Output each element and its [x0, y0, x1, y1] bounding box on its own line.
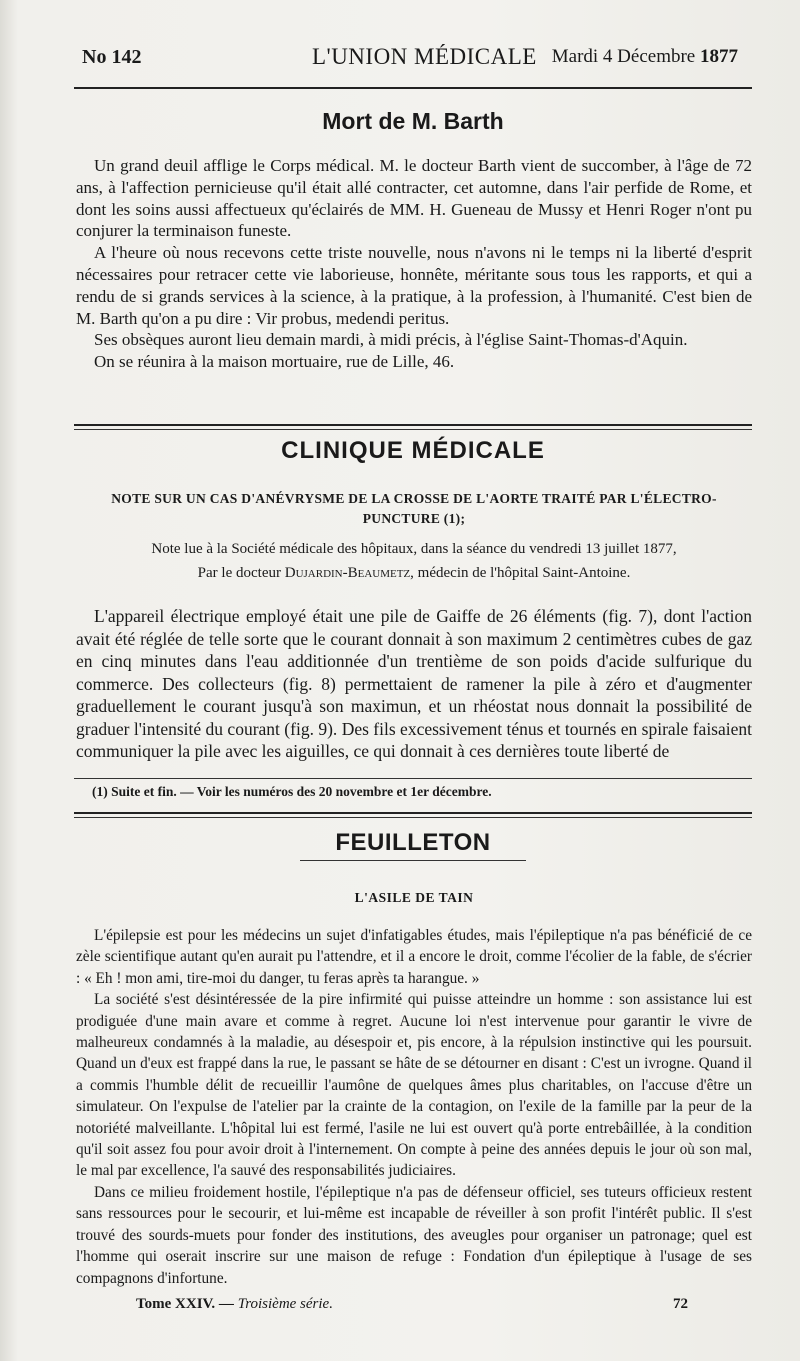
journal-title: L'UNION MÉDICALE — [312, 44, 537, 69]
feuilleton-underline — [300, 860, 526, 861]
page-header — [82, 46, 738, 82]
feuilleton-paragraph: L'épilepsie est pour les médecins un sujet d'infatigables études, mais l'épileptique n'a pas bénéficié de ce zèle scientifique autant qu'en aurait pu l'attendre, et il a encore le droit, comme l'écolier de la fable, de s'écrier : « Eh ! mon ami, tire-moi du danger, tu feras après ta harangue. » — [76, 927, 752, 987]
header-rule — [74, 87, 752, 89]
note-title: NOTE SUR UN CAS D'ANÉVRYSME DE LA CROSSE DE L'AORTE TRAITÉ PAR L'ÉLECTRO-PUNCTURE (1); — [111, 491, 717, 526]
obituary-paragraph: Ses obsèques auront lieu demain mardi, à midi précis, à l'église Saint-Thomas-d'Aquin. — [94, 330, 688, 350]
series-text: Troisième série. — [237, 1296, 333, 1312]
feuilleton-title: FEUILLETON — [335, 829, 491, 856]
clinique-paragraph: L'appareil électrique employé était une pile de Gaiffe de 26 éléments (fig. 7), dont l'action avait été réglée de telle sorte que le courant donnait à son maximum 2 centimètres cubes de gaz en cinq minutes dans l'eau additionnée d'un trentième de son poids d'acide sulfurique du commerce. Des collecteurs (fig. 8) permettaient de ramener la pile à zéro et d'augmenter graduellement le courant jusqu'à son maximun, et un rhéostat nous donnait la possibilité de graduer l'intensité du courant (fig. 9). Des fils excessivement ténus et tournés en spirale faisaient communiquer la pile avec les aiguilles, ce qui donnait à ces dernières toute liberté de — [76, 606, 752, 761]
obituary-paragraph: On se réunira à la maison mortuaire, rue de Lille, 46. — [94, 352, 455, 372]
tome-label — [136, 1296, 333, 1313]
section-rule — [74, 424, 752, 430]
date-year: 1877 — [700, 46, 738, 67]
obituary-title: Mort de M. Barth — [322, 108, 504, 134]
feuilleton-paragraph: La société s'est désintéressée de la pire infirmité qui puisse atteindre un homme : son assistance lui est prodiguée d'une main avare et comme à regret. Aucune loi n'est intervenue pour garantir le vivre de malheureux condamnés à la maladie, au désespoir et, pis encore, à la répulsion instinctive qui les poursuit. Quand un d'eux est frappé dans la rue, le passant se hâte de se détourner en disant : C'est un ivrogne. Quand il a commis l'humble délit de recueillir l'aumône de quelques âmes plus charitables, on l'accuse d'être un simulateur. On l'expulse de l'atelier par la crainte de la contagion, on l'exile de la famille par la peur de la notoriété malveillante. L'hôpital lui est fermé, l'asile ne lui est ouvert qu'à porte entrebâillée, à la condition qu'il soit assez fou pour avoir droit à l'internement. On compte à peine des années depuis le jour où son mal, le mal par excellence, l'a sauvé des responsabilités judiciaires. — [76, 991, 752, 1180]
feuilleton-body — [76, 925, 752, 1289]
issue-date — [552, 46, 738, 68]
obituary-body — [76, 155, 752, 373]
tome-text: Tome XXIV. — — [136, 1296, 234, 1312]
footnote-rule — [74, 778, 752, 779]
clinique-body — [76, 605, 752, 763]
feuilleton-rule — [74, 812, 752, 818]
note-read: Note lue à la Société médicale des hôpitaux, dans la séance du vendredi 13 juillet 1877, — [151, 541, 677, 557]
date-text: Mardi 4 Décembre — [551, 46, 696, 67]
issue-number: No 142 — [82, 46, 142, 68]
footnote: (1) Suite et fin. — Voir les numéros des 20 novembre et 1er décembre. — [92, 784, 492, 799]
note-author — [76, 565, 752, 582]
page-number: 72 — [673, 1296, 688, 1312]
clinique-title: CLINIQUE MÉDICALE — [281, 437, 545, 464]
obituary-paragraph: Un grand deuil afflige le Corps médical. M. le docteur Barth vient de succomber, à l'âge de 72 ans, à l'affection pernicieuse qu'il était allé contracter, cet automne, dans l'air perfide de Rome, et dont les soins aussi affectueux qu'éclairés de MM. H. Gueneau de Mussy et Henri Roger n'ont pu conjurer la terminaison funeste. — [76, 156, 752, 241]
obituary-paragraph: A l'heure où nous recevons cette triste nouvelle, nous n'avons ni le temps ni la liberté d'esprit nécessaires pour retracer cette vie laborieuse, honnête, méritante sous tous les rapports, et qui a rendu de si grands services à la science, à la pratique, à la profession, à l'humanité. C'est bien de M. Barth qu'on a pu dire : Vir probus, medendi peritus. — [76, 243, 752, 328]
feuilleton-paragraph: Dans ce milieu froidement hostile, l'épileptique n'a pas de défenseur officiel, ses tuteurs officieux restent sans ressources pour le secourir, et lui-même est incapable de réveiller à son profit l'intérêt public. Il s'est trouvé des sourds-muets pour fonder des institutions, des aveugles pour organiser un patronage; quel est l'homme qui oserait inscrire sur une maison de refuge : Fondation d'un épileptique à l'usage de ses compagnons d'infortune. — [76, 1183, 752, 1287]
author-suffix: , médecin de l'hôpital Saint-Antoine. — [410, 565, 631, 581]
author-name: Dujardin-Beaumetz — [284, 565, 411, 581]
author-prefix: Par le docteur — [197, 565, 281, 581]
feuilleton-subtitle: L'ASILE DE TAIN — [354, 890, 474, 905]
